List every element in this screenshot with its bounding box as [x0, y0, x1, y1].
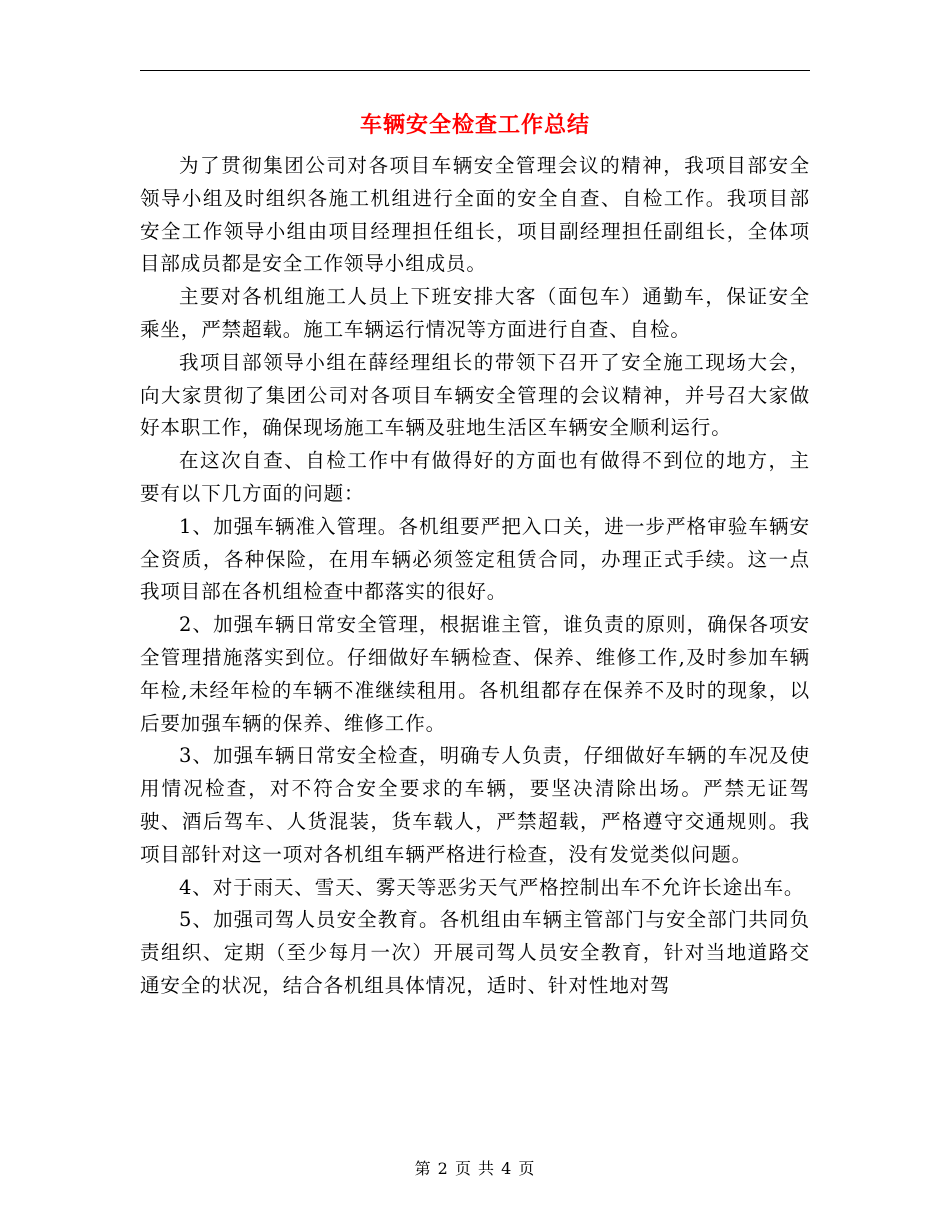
paragraph-issues-intro: 在这次自查、自检工作中有做得好的方面也有做得不到位的地方，主要有以下几方面的问题： [140, 449, 810, 505]
paragraph-intro: 为了贯彻集团公司对各项目车辆安全管理会议的精神，我项目部安全领导小组及时组织各施工机组进行全面的安全自查、自检工作。我项目部安全工作领导小组由项目经理担任组长，项目副经理担任副组长，全体项目部成员都是安全工作领导小组成员。 [140, 154, 810, 276]
paragraph-item-5: 5、加强司驾人员安全教育。各机组由车辆主管部门与安全部门共同负责组织、定期（至少每月一次）开展司驾人员安全教育，针对当地道路交通安全的状况，结合各机组具体情况，适时、针对性地对驾 [140, 908, 810, 997]
page-number-footer: 第 2 页 共 4 页 [414, 1159, 536, 1178]
paragraph-item-1: 1、加强车辆准入管理。各机组要严把入口关，进一步严格审验车辆安全资质，各种保险，在用车辆必须签定租赁合同，办理正式手续。这一点我项目部在各机组检查中都落实的很好。 [140, 514, 810, 604]
document-title: 车辆安全检查工作总结 [359, 112, 590, 138]
paragraph-item-2: 2、加强车辆日常安全管理，根据谁主管，谁负责的原则，确保各项安全管理措施落实到位。仔细做好车辆检查、保养、维修工作,及时参加车辆年检,未经年检的车辆不准继续租用。各机组都存在保养不及时的现象，以后要加强车辆的保养、维修工作。 [140, 613, 810, 735]
paragraph-meeting: 我项目部领导小组在薛经理组长的带领下召开了安全施工现场大会，向大家贯彻了集团公司对各项目车辆安全管理的会议精神，并号召大家做好本职工作，确保现场施工车辆及驻地生活区车辆安全顺利运行。 [140, 350, 810, 440]
paragraph-scope: 主要对各机组施工人员上下班安排大客（面包车）通勤车，保证安全乘坐，严禁超载。施工车辆运行情况等方面进行自查、自检。 [140, 285, 810, 341]
paragraph-item-3: 3、加强车辆日常安全检查，明确专人负责，仔细做好车辆的车况及使用情况检查，对不符合安全要求的车辆，要坚决清除出场。严禁无证驾驶、酒后驾车、人货混装，货车载人，严禁超载，严格遵守交通规则。我项目部针对这一项对各机组车辆严格进行检查，没有发觉类似问题。 [140, 744, 810, 866]
header-rule [140, 70, 810, 71]
paragraph-item-4: 4、对于雨天、雪天、雾天等恶劣天气严格控制出车不允许长途出车。 [179, 875, 805, 899]
document-body [140, 150, 810, 1003]
